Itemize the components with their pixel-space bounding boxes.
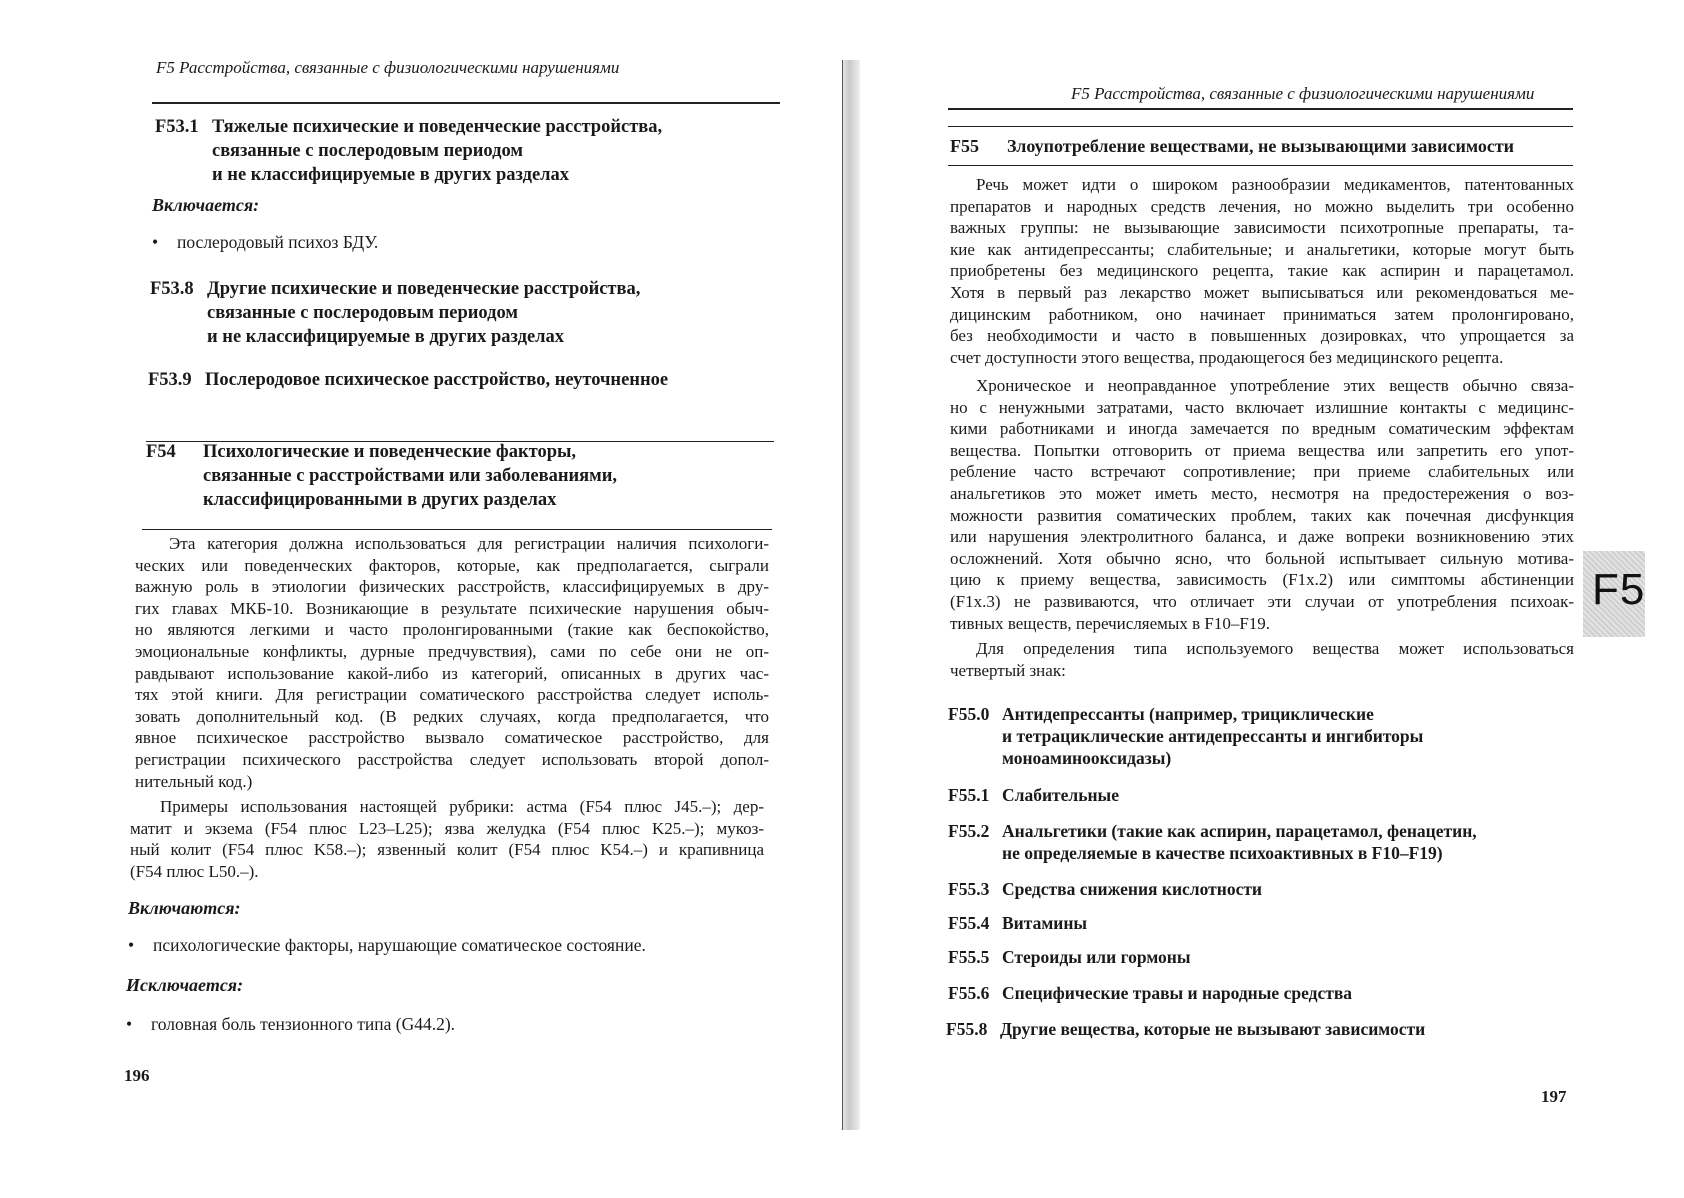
text-line: вещества. Попытки отговорить от приема вещества или запретить его упот- <box>950 440 1574 460</box>
text-line: зовать дополнительный код. (В редких случаях, когда предполагается, что <box>135 706 769 726</box>
text-line: можности развития соматических проблем, таких как почечная дисфункция <box>950 505 1574 525</box>
includes-label: Включается: <box>152 195 260 215</box>
text-line: ческих или поведенческих факторов, которые, как предполагается, сыграли <box>135 555 769 575</box>
subcode-line: Другие вещества, которые не вызывают зависимости <box>1000 1019 1426 1039</box>
text-line: нительный код.) <box>135 771 253 791</box>
heading-code: F53.9 <box>148 370 192 390</box>
section-rule-top <box>948 126 1573 127</box>
subcode-code: F55.1 <box>948 785 990 805</box>
heading-line: связанные с расстройствами или заболеваниями, <box>203 466 618 486</box>
bullet-icon: • <box>128 935 135 955</box>
header-rule-right <box>948 108 1573 110</box>
section-rule-bottom <box>142 529 772 530</box>
text-line: анальгетиков это может иметь место, несмотря на предостережения о воз- <box>950 483 1574 503</box>
gutter-line <box>842 60 843 1130</box>
heading-code: F53.1 <box>155 117 199 137</box>
paragraph <box>130 796 764 882</box>
text-line: гих главах МКБ-10. Возникающие в результате психические нарушения обыч- <box>135 598 769 618</box>
chapter-thumb-tab-label: F5 <box>1592 565 1646 614</box>
text-line: кими работниками и иногда замечается по вредным соматическим эффектам <box>950 419 1574 439</box>
text-line: (F1x.3) не развиваются, что отличает эти случаи от употребления психоак- <box>950 591 1574 611</box>
text-line: без необходимости и часто в повышенных дозировках, что упрощается за <box>950 326 1574 346</box>
text-line: (F54 плюс L50.–). <box>130 861 259 881</box>
subcode-line: и тетрациклические антидепрессанты и ингибиторы <box>1002 726 1424 746</box>
excludes-label: Исключается: <box>126 975 244 995</box>
subcode-code: F55.5 <box>948 947 990 967</box>
text-line: Эта категория должна использоваться для регистрации наличия психологи- <box>169 534 769 553</box>
heading-lines <box>212 115 662 187</box>
text-line: равдывают использование какой-либо из категорий, описанных в других час- <box>135 663 769 683</box>
heading-line: связанные с послеродовым периодом <box>207 303 519 323</box>
heading-code: F55 <box>950 136 979 156</box>
paragraph <box>950 638 1574 681</box>
heading-line: Тяжелые психические и поведенческие расстройства, <box>212 117 663 137</box>
text-line: осложнений. Хотя обычно ясно, что больной испытывает сильную мотива- <box>950 548 1574 568</box>
subcode-code: F55.0 <box>948 704 990 724</box>
subcode-lines <box>1002 982 1352 1004</box>
heading-lines <box>207 277 640 349</box>
includes-label: Включаются: <box>128 898 241 918</box>
subcode-code: F55.4 <box>948 913 990 933</box>
heading-line: Другие психические и поведенческие расстройства, <box>207 279 641 299</box>
text-line: Хроническое и неоправданное употребление этих веществ обычно связа- <box>976 376 1574 395</box>
subcode-code: F55.6 <box>948 983 990 1003</box>
heading-line: и не классифицируемые в других разделах <box>207 327 565 347</box>
text-line: дицинским работником, оно начинает приниматься затем пролонгировано, <box>950 304 1574 324</box>
heading-code: F54 <box>146 442 176 462</box>
paragraph <box>950 174 1574 368</box>
subcode-code: F55.3 <box>948 879 990 899</box>
list-item-text: головная боль тензионного типа (G44.2). <box>151 1014 456 1034</box>
bullet-icon: • <box>126 1014 133 1034</box>
text-line: но являются легкими и часто пролонгированными (такие как беспокойство, <box>135 620 769 640</box>
text-line: но с ненужными затратами, часто включает излишние контакты с медицинс- <box>950 397 1574 417</box>
text-line: или нарушения электролитного баланса, и даже вопреки возникновению этих <box>950 527 1574 547</box>
page-number-right: 197 <box>1541 1087 1567 1106</box>
heading-line: Психологические и поведенческие факторы, <box>203 442 577 462</box>
subcode-line: Анальгетики (такие как аспирин, парацетамол, фенацетин, <box>1002 821 1477 841</box>
text-line: регистрации психического расстройства следует использовать второй допол- <box>135 749 769 769</box>
text-line: Речь может идти о широком разнообразии медикаментов, патентованных <box>976 175 1574 194</box>
subcode-line: Витамины <box>1002 913 1088 933</box>
text-line: препаратов и народных средств лечения, но можно выделить три особенно <box>950 196 1574 216</box>
subcode-line: Слабительные <box>1002 785 1119 805</box>
text-line: ребление часто встречают сопротивление; при приеме слабительных или <box>950 462 1574 482</box>
text-line: явное психическое расстройство вызвало соматическое расстройство, для <box>135 728 769 748</box>
text-line: эмоциональные конфликты, дурные предчувствия), сами по себе они не оп- <box>135 641 769 661</box>
running-head-left: F5 Расстройства, связанные с физиологическими нарушениями <box>156 58 620 77</box>
subcode-line: Средства снижения кислотности <box>1002 879 1263 899</box>
subcode-lines <box>1002 912 1087 934</box>
text-line: тивных веществ, перечисляемых в F10–F19. <box>950 613 1271 633</box>
subcode-lines <box>1002 703 1423 769</box>
text-line: Хотя в первый раз лекарство может выписываться или рекомендоваться ме- <box>950 282 1574 302</box>
subcode-line: Антидепрессанты (например, трициклические <box>1002 704 1374 724</box>
heading-line: Послеродовое психическое расстройство, неуточненное <box>205 370 669 390</box>
list-item-text: послеродовый психоз БДУ. <box>177 232 379 252</box>
text-line: цию к приему вещества, зависимость (F1x.2) или симптомы абстиненции <box>950 570 1574 590</box>
heading-line: связанные с послеродовым периодом <box>212 141 524 161</box>
heading-lines <box>203 440 617 512</box>
paragraph <box>135 533 769 792</box>
subcode-code: F55.8 <box>946 1019 988 1039</box>
subcode-line: Специфические травы и народные средства <box>1002 983 1353 1003</box>
subcode-line: Стероиды или гормоны <box>1002 947 1191 967</box>
subcode-code: F55.2 <box>948 821 990 841</box>
paragraph <box>950 375 1574 634</box>
header-rule-left <box>152 102 780 104</box>
bullet-icon: • <box>152 232 159 252</box>
list-item-text: психологические факторы, нарушающие соматическое состояние. <box>153 935 646 955</box>
text-line: Примеры использования настоящей рубрики: астма (F54 плюс J45.–); дер- <box>160 797 764 816</box>
heading-code: F53.8 <box>150 279 194 299</box>
text-line: четвертый знак: <box>950 660 1066 680</box>
heading-line: Злоупотребление веществами, не вызывающими зависимости <box>1007 136 1515 156</box>
subcode-lines <box>1002 878 1262 900</box>
text-line: важную роль в этиологии физических расстройств, классифицируемых в дру- <box>135 577 769 597</box>
heading-line: и не классифицируемые в других разделах <box>212 165 570 185</box>
page-number-left: 196 <box>124 1066 150 1085</box>
heading-lines <box>1007 134 1514 158</box>
text-line: важных группы: не вызывающие зависимости психотропные препараты, та- <box>950 218 1574 238</box>
text-line: счет доступности этого вещества, продающегося без медицинского рецепта. <box>950 347 1504 367</box>
text-line: приобретены без медицинского рецепта, такие как аспирин и парацетамол. <box>950 261 1574 281</box>
subcode-lines <box>1002 784 1119 806</box>
text-line: ный колит (F54 плюс K58.–); язвенный колит (F54 плюс K54.–) и крапивница <box>130 840 764 860</box>
text-line: тях этой книги. Для регистрации соматического расстройства следует исполь- <box>135 685 769 705</box>
subcode-lines <box>1002 946 1191 968</box>
text-line: кие как антидепрессанты; слабительные; и анальгетики, которые могут быть <box>950 239 1574 259</box>
subcode-line: не определяемые в качестве психоактивных в F10–F19) <box>1002 843 1443 863</box>
section-rule-bottom <box>948 165 1573 166</box>
running-head-right: F5 Расстройства, связанные с физиологическими нарушениями <box>1071 84 1535 103</box>
text-line: Для определения типа используемого вещества может использоваться <box>976 639 1574 658</box>
text-line: матит и экзема (F54 плюс L23–L25); язва желудка (F54 плюс K25.–); мукоз- <box>130 818 764 838</box>
heading-line: классифицированными в других разделах <box>203 490 557 510</box>
heading-lines <box>205 368 668 392</box>
subcode-lines <box>1002 820 1477 864</box>
subcode-line: моноаминооксидазы) <box>1002 748 1172 768</box>
subcode-lines <box>1000 1018 1425 1040</box>
